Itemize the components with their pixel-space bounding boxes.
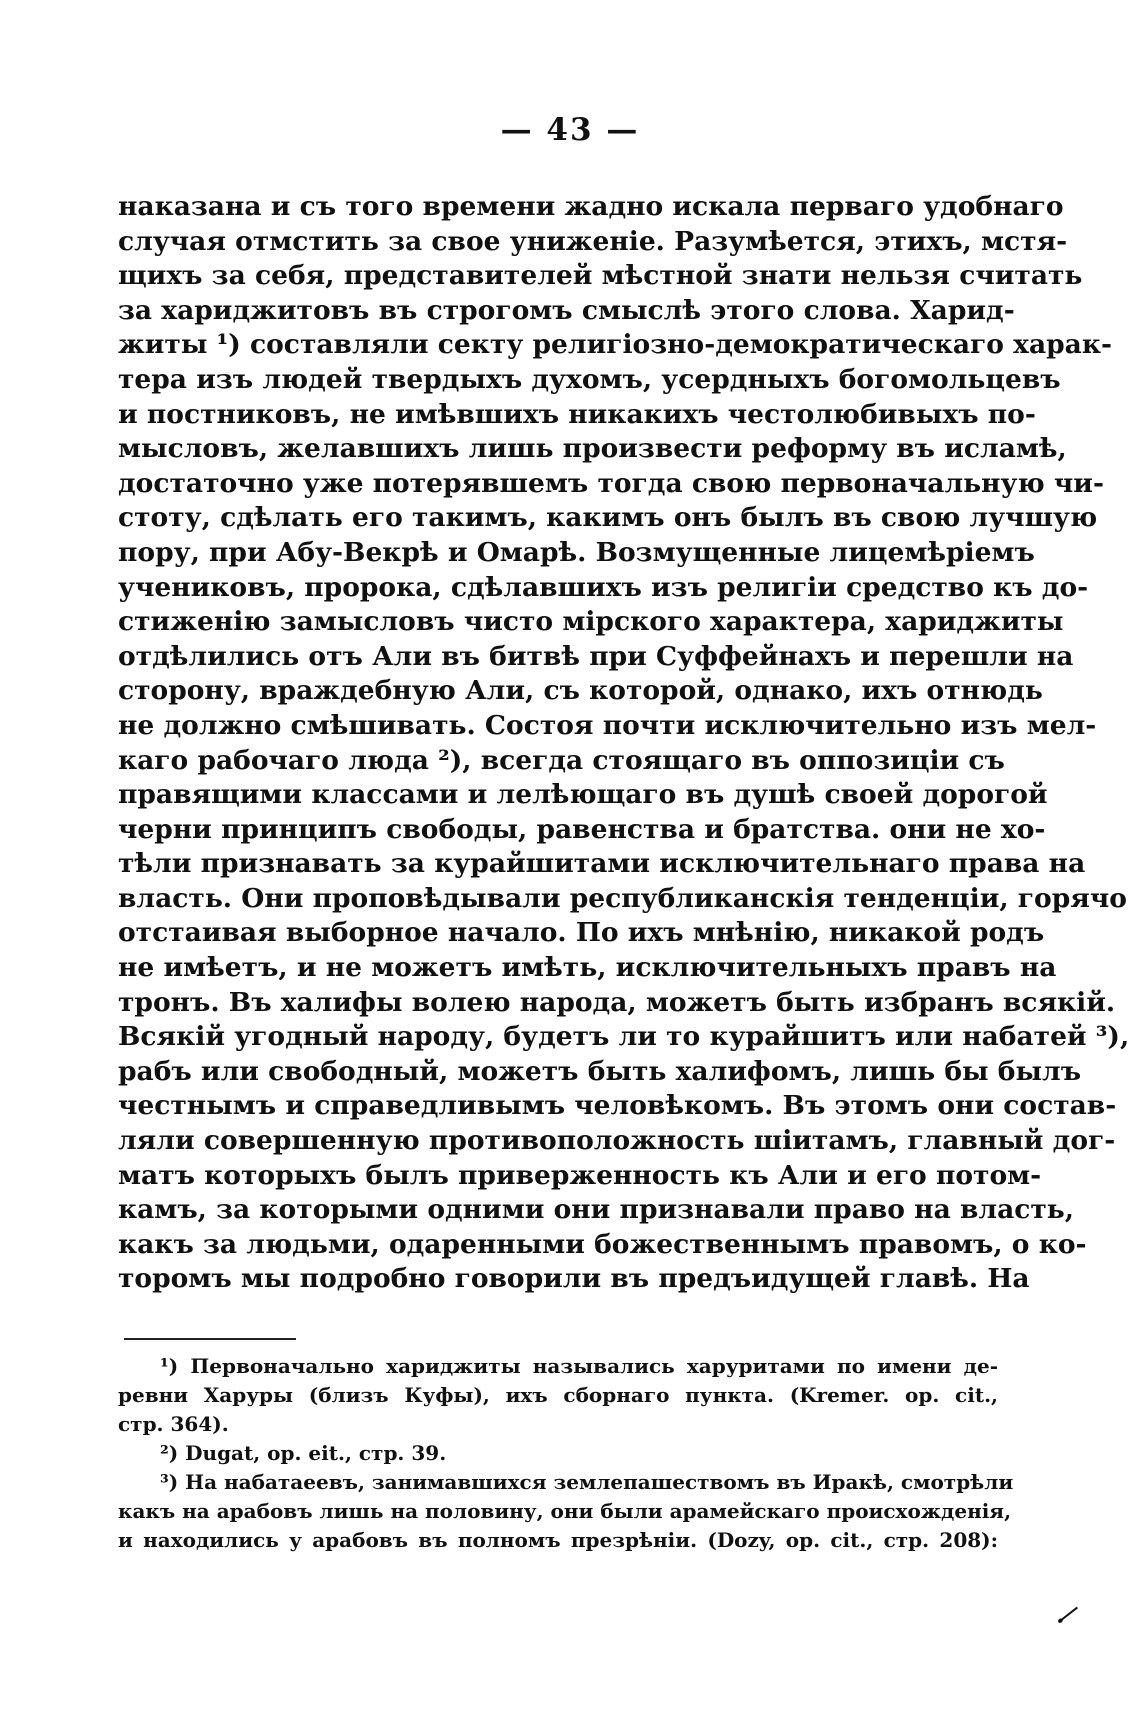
text-line: сторону, враждебную Али, съ которой, однако, ихъ отнюдь — [118, 675, 1043, 707]
text-line: житы ¹) составляли секту религіозно-демократическаго харак- — [118, 329, 1112, 361]
text-line: и постниковъ, не имѣвшихъ никакихъ честолюбивыхъ по- — [118, 398, 1036, 430]
footnote-line: стр. 364). — [118, 1412, 229, 1436]
text-line: тера изъ людей твердыхъ духомъ, усердныхъ богомольцевъ — [118, 363, 1061, 395]
text-line: учениковъ, пророка, сдѣлавшихъ изъ религіи средство къ до- — [118, 571, 1089, 603]
footnote-line: ²) Dugat, op. eit., стр. 39. — [160, 1441, 447, 1465]
text-line: наказана и съ того времени жадно искала перваго удобнаго — [118, 191, 1064, 222]
text-line: торомъ мы подробно говорили въ предъидущей главѣ. На — [118, 1263, 1030, 1295]
text-line: за хариджитовъ въ строгомъ смыслѣ этого слова. Харид- — [118, 294, 1015, 326]
text-line: случая отмстить за свое униженіе. Разумѣется, этихъ, мстя- — [118, 225, 1068, 257]
text-line: стоту, сдѣлать его такимъ, какимъ онъ былъ въ свою лучшую — [118, 502, 1098, 534]
text-line: отстаивая выборное начало. По ихъ мнѣнію, никакой родъ — [118, 917, 1045, 949]
text-line: какъ за людьми, одаренными божественнымъ правомъ, о ко- — [118, 1228, 1087, 1260]
text-line: не должно смѣшивать. Состоя почти исключительно изъ мел- — [118, 709, 1097, 741]
text-line: пору, при Абу-Векрѣ и Омарѣ. Возмущенные лицемѣріемъ — [118, 536, 1035, 568]
footnote-line: какъ на арабовъ лишь на половину, они были арамейскаго происхожденія, — [118, 1499, 1012, 1523]
text-line: тронъ. Въ халифы волею народа, можетъ быть избранъ всякій. — [118, 986, 1116, 1018]
text-line: мысловъ, желавшихъ лишь произвести реформу въ исламѣ, — [118, 433, 1067, 465]
footnotes — [118, 1352, 1014, 1555]
text-line: каго рабочаго люда ²), всегда стоящаго въ оппозиціи съ — [118, 744, 1005, 776]
text-line: власть. Они проповѣдывали республиканскія тенденціи, горячо — [118, 882, 1127, 914]
text-line: правящими классами и лелѣющаго въ душѣ своей дорогой — [118, 779, 1048, 811]
text-line: достаточно уже потерявшемъ тогда свою первоначальную чи- — [118, 467, 1104, 499]
text-line: стиженію замысловъ чисто мірского характера, хариджиты — [118, 606, 1064, 638]
footnote-line: ревни Харуры (близъ Куфы), ихъ сборнаго пункта. (Kremer. op. cit., — [118, 1383, 998, 1407]
footnote-separator — [124, 1338, 296, 1340]
text-line: черни принципъ свободы, равенства и братства. они не хо- — [118, 813, 1046, 845]
text-line: честнымъ и справедливымъ человѣкомъ. Въ этомъ они состав- — [118, 1090, 1117, 1122]
page-number: — 43 — — [500, 112, 640, 148]
text-line: матъ которыхъ былъ приверженность къ Али и его потом- — [118, 1159, 1042, 1191]
pen-mark-icon — [1059, 1607, 1078, 1622]
text-line: рабъ или свободный, можетъ быть халифомъ, лишь бы былъ — [118, 1055, 1082, 1087]
text-line: камъ, за которыми одними они признавали право на власть, — [118, 1194, 1075, 1226]
footnote-line: ¹) Первоначально хариджиты назывались харуритами по имени де- — [160, 1354, 998, 1378]
text-line: ляли совершенную противоположность шіитамъ, главный дог- — [118, 1125, 1116, 1157]
text-line: не имѣетъ, и не можетъ имѣть, исключительныхъ правъ на — [118, 952, 1057, 984]
footnote-line: ³) На набатаеевъ, занимавшихся землепашествомъ въ Иракѣ, смотрѣли — [160, 1470, 1014, 1494]
text-line: тѣли признавать за курайшитами исключительнаго права на — [118, 848, 1086, 880]
body-text — [118, 190, 1130, 1297]
text-line: Всякій угодный народу, будетъ ли то курайшитъ или набатей ³), — [118, 1021, 1130, 1053]
text-line: отдѣлились отъ Али въ битвѣ при Суффейнахъ и перешли на — [118, 640, 1074, 672]
footnote-line: и находились у арабовъ въ полномъ презрѣніи. (Dozy, op. cit., стр. 208): — [118, 1528, 998, 1552]
text-line: щихъ за себя, представителей мѣстной знати нельзя считать — [118, 260, 1083, 292]
